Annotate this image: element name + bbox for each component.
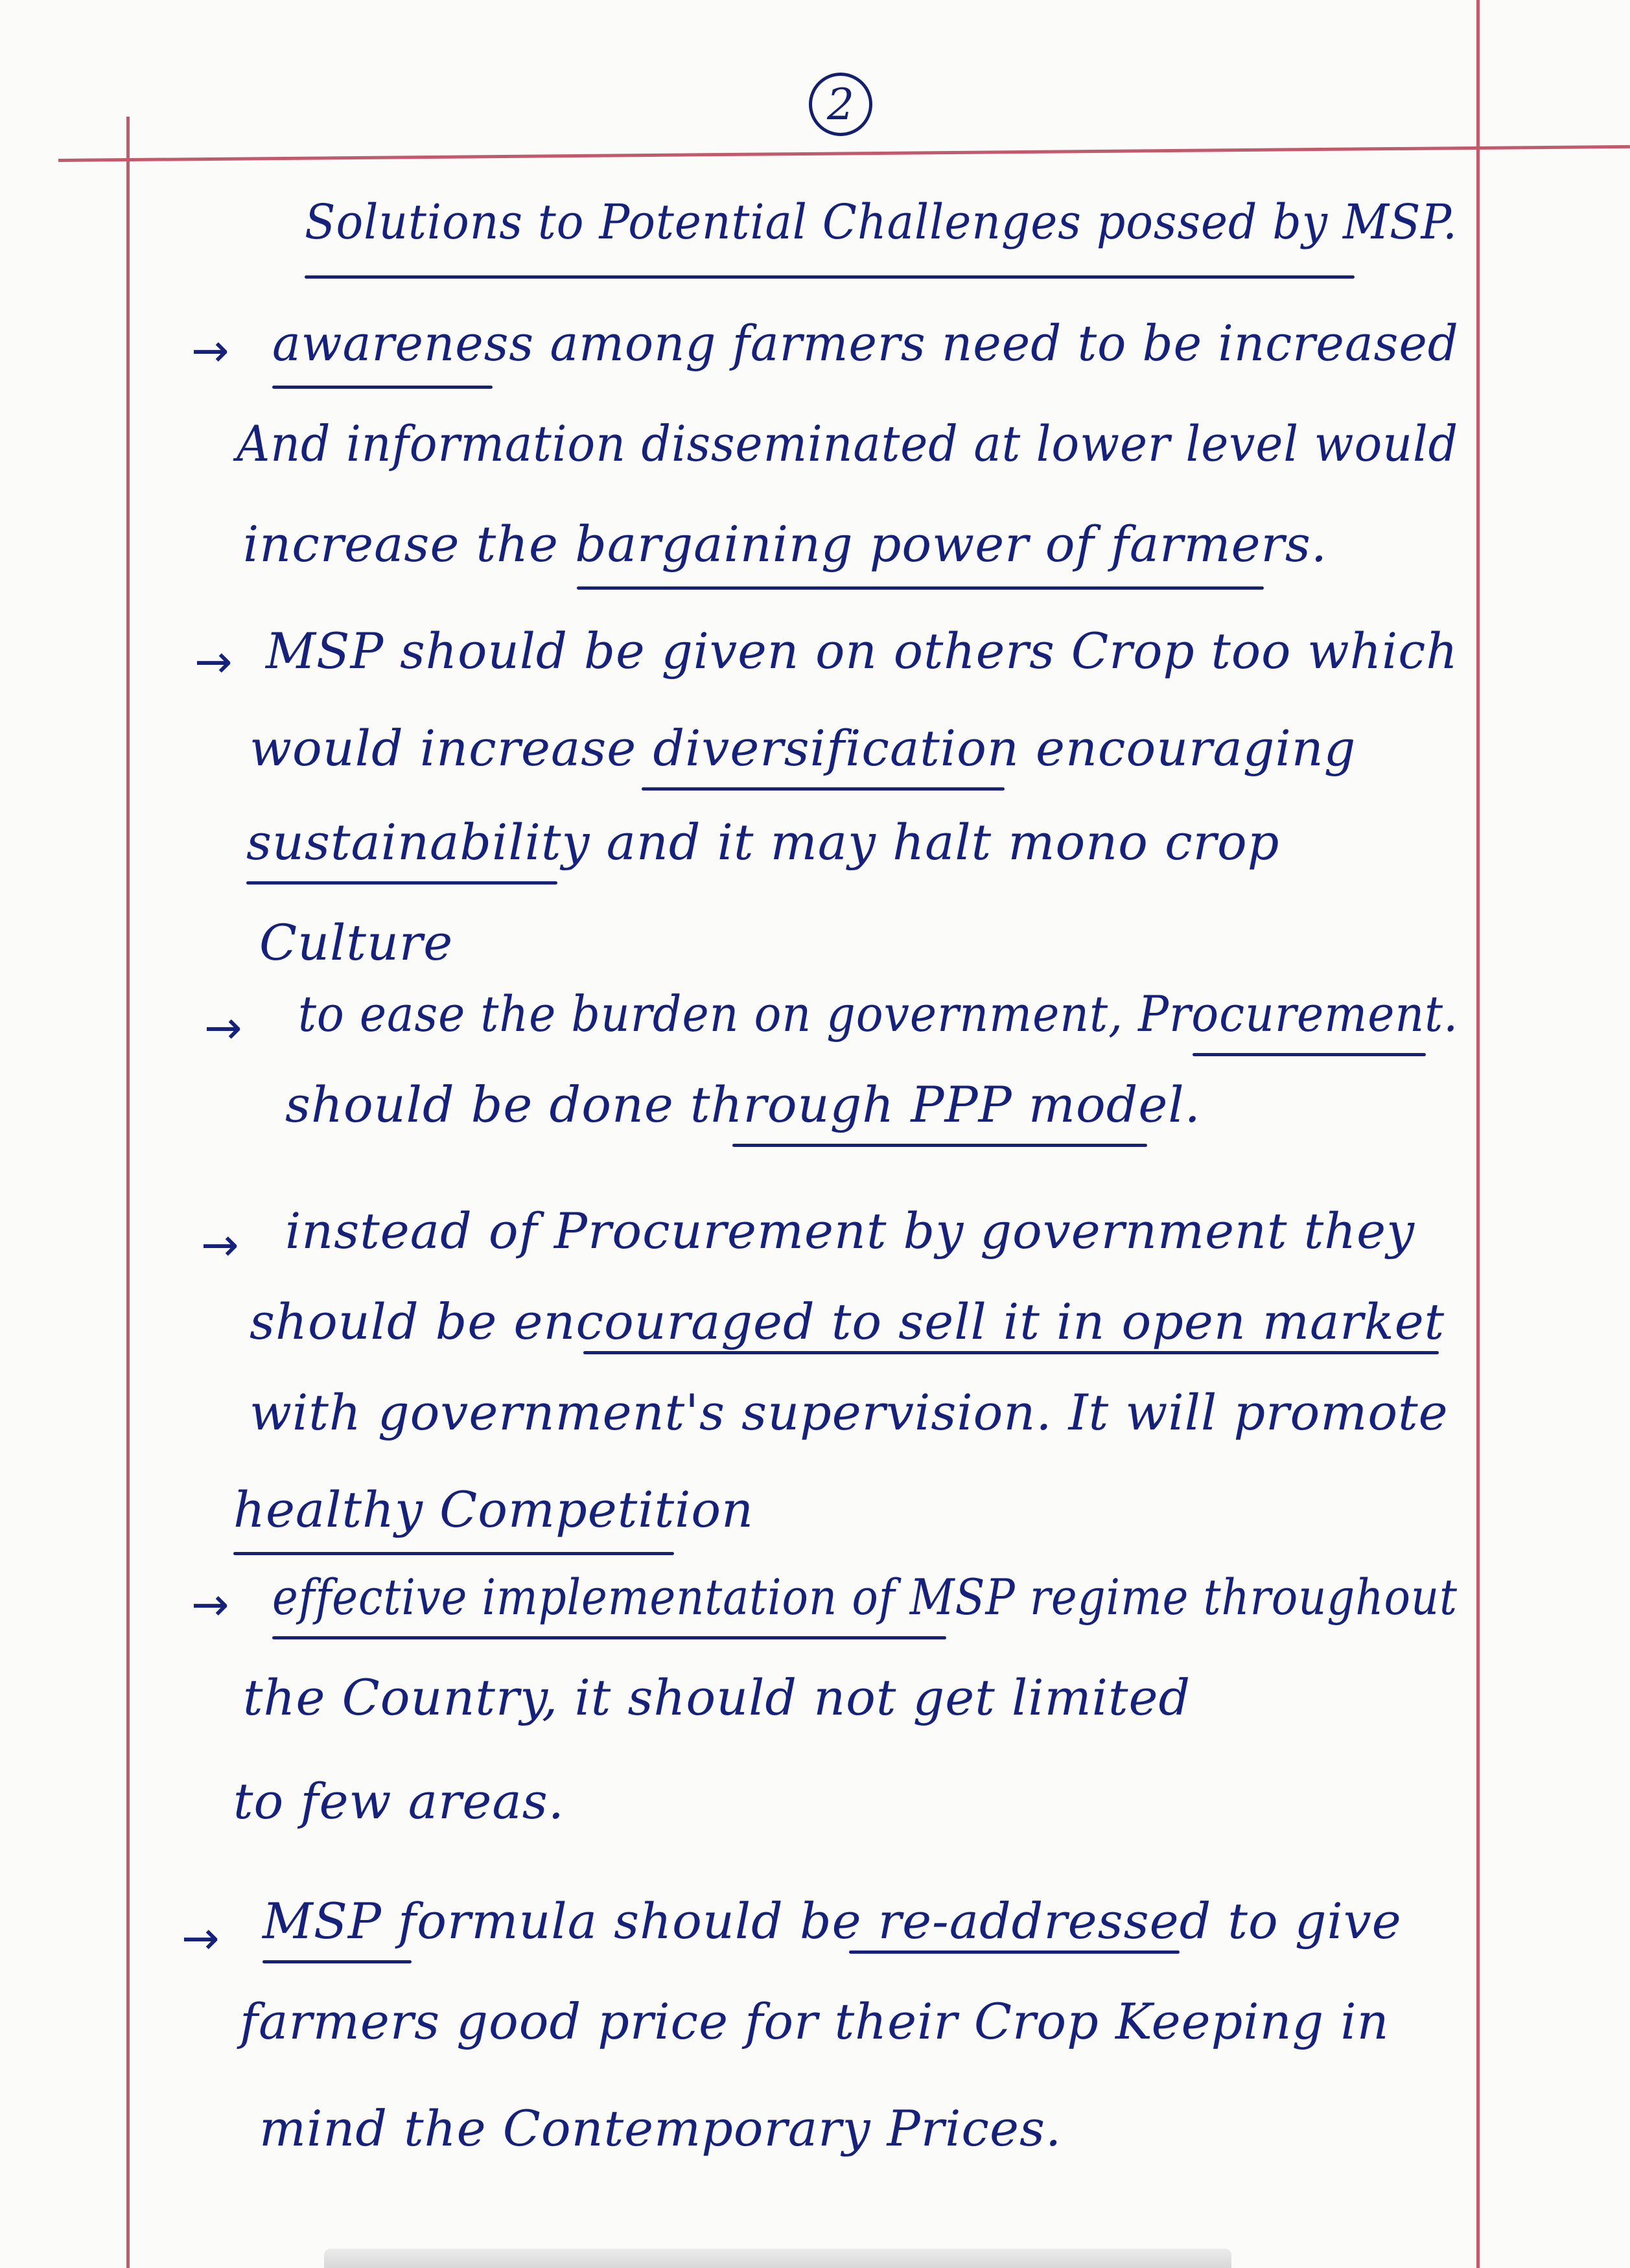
heading-underline <box>305 275 1355 279</box>
underline <box>246 881 557 885</box>
point-2-line-1: MSP should be given on others Crop too which <box>266 622 1458 680</box>
margin-line-top <box>58 145 1630 162</box>
margin-line-left <box>126 117 130 2268</box>
underline <box>583 1351 1439 1354</box>
point-1-line-1: awareness among farmers need to be increased <box>272 314 1459 372</box>
bullet-arrow: → <box>201 1218 239 1271</box>
page-number: 2 <box>809 73 872 136</box>
underline <box>642 787 1005 791</box>
point-2-line-3: sustainability and it may halt mono crop <box>246 813 1280 871</box>
underline <box>233 1552 674 1555</box>
bullet-arrow: → <box>181 1912 220 1965</box>
point-1-line-3: increase the bargaining power of farmers. <box>243 515 1328 573</box>
point-4-line-3: with government's supervision. It will promote <box>250 1383 1449 1441</box>
underline <box>732 1144 1147 1147</box>
point-4-line-2: should be encouraged to sell it in open market <box>250 1293 1445 1350</box>
underline <box>577 586 1264 590</box>
point-6-line-1: MSP formula should be re-addressed to give <box>262 1892 1402 1950</box>
point-2-line-4: Culture <box>259 914 454 971</box>
bullet-arrow: → <box>191 324 229 377</box>
underline <box>1193 1053 1426 1056</box>
underline <box>272 386 493 389</box>
point-5-line-1: effective implementation of MSP regime throughout <box>272 1568 1458 1626</box>
point-3-line-2: should be done through PPP model. <box>285 1076 1201 1133</box>
point-1-line-2: And information disseminated at lower level would <box>237 415 1459 472</box>
point-4-line-1: instead of Procurement by government they <box>285 1202 1415 1260</box>
bullet-arrow: → <box>191 1578 229 1631</box>
margin-line-right <box>1476 0 1480 2268</box>
point-6-line-3: mind the Contemporary Prices. <box>259 2100 1062 2157</box>
point-5-line-3: to few areas. <box>233 1772 565 1830</box>
point-4-line-4: healthy Competition <box>233 1481 754 1538</box>
underline <box>272 1636 946 1639</box>
point-5-line-2: the Country, it should not get limited <box>243 1669 1191 1726</box>
point-2-line-2: would increase diversification encouraging <box>250 719 1356 777</box>
underline <box>262 1960 412 1963</box>
underline <box>849 1950 1180 1954</box>
bullet-arrow: → <box>204 1001 242 1054</box>
page-bottom-edge <box>324 2249 1231 2268</box>
point-6-line-2: farmers good price for their Crop Keeping in <box>240 1993 1390 2050</box>
bullet-arrow: → <box>194 635 233 688</box>
page-heading: Solutions to Potential Challenges possed by MSP. <box>305 194 1458 250</box>
point-3-line-1: to ease the burden on government, Procurement. <box>298 985 1459 1043</box>
